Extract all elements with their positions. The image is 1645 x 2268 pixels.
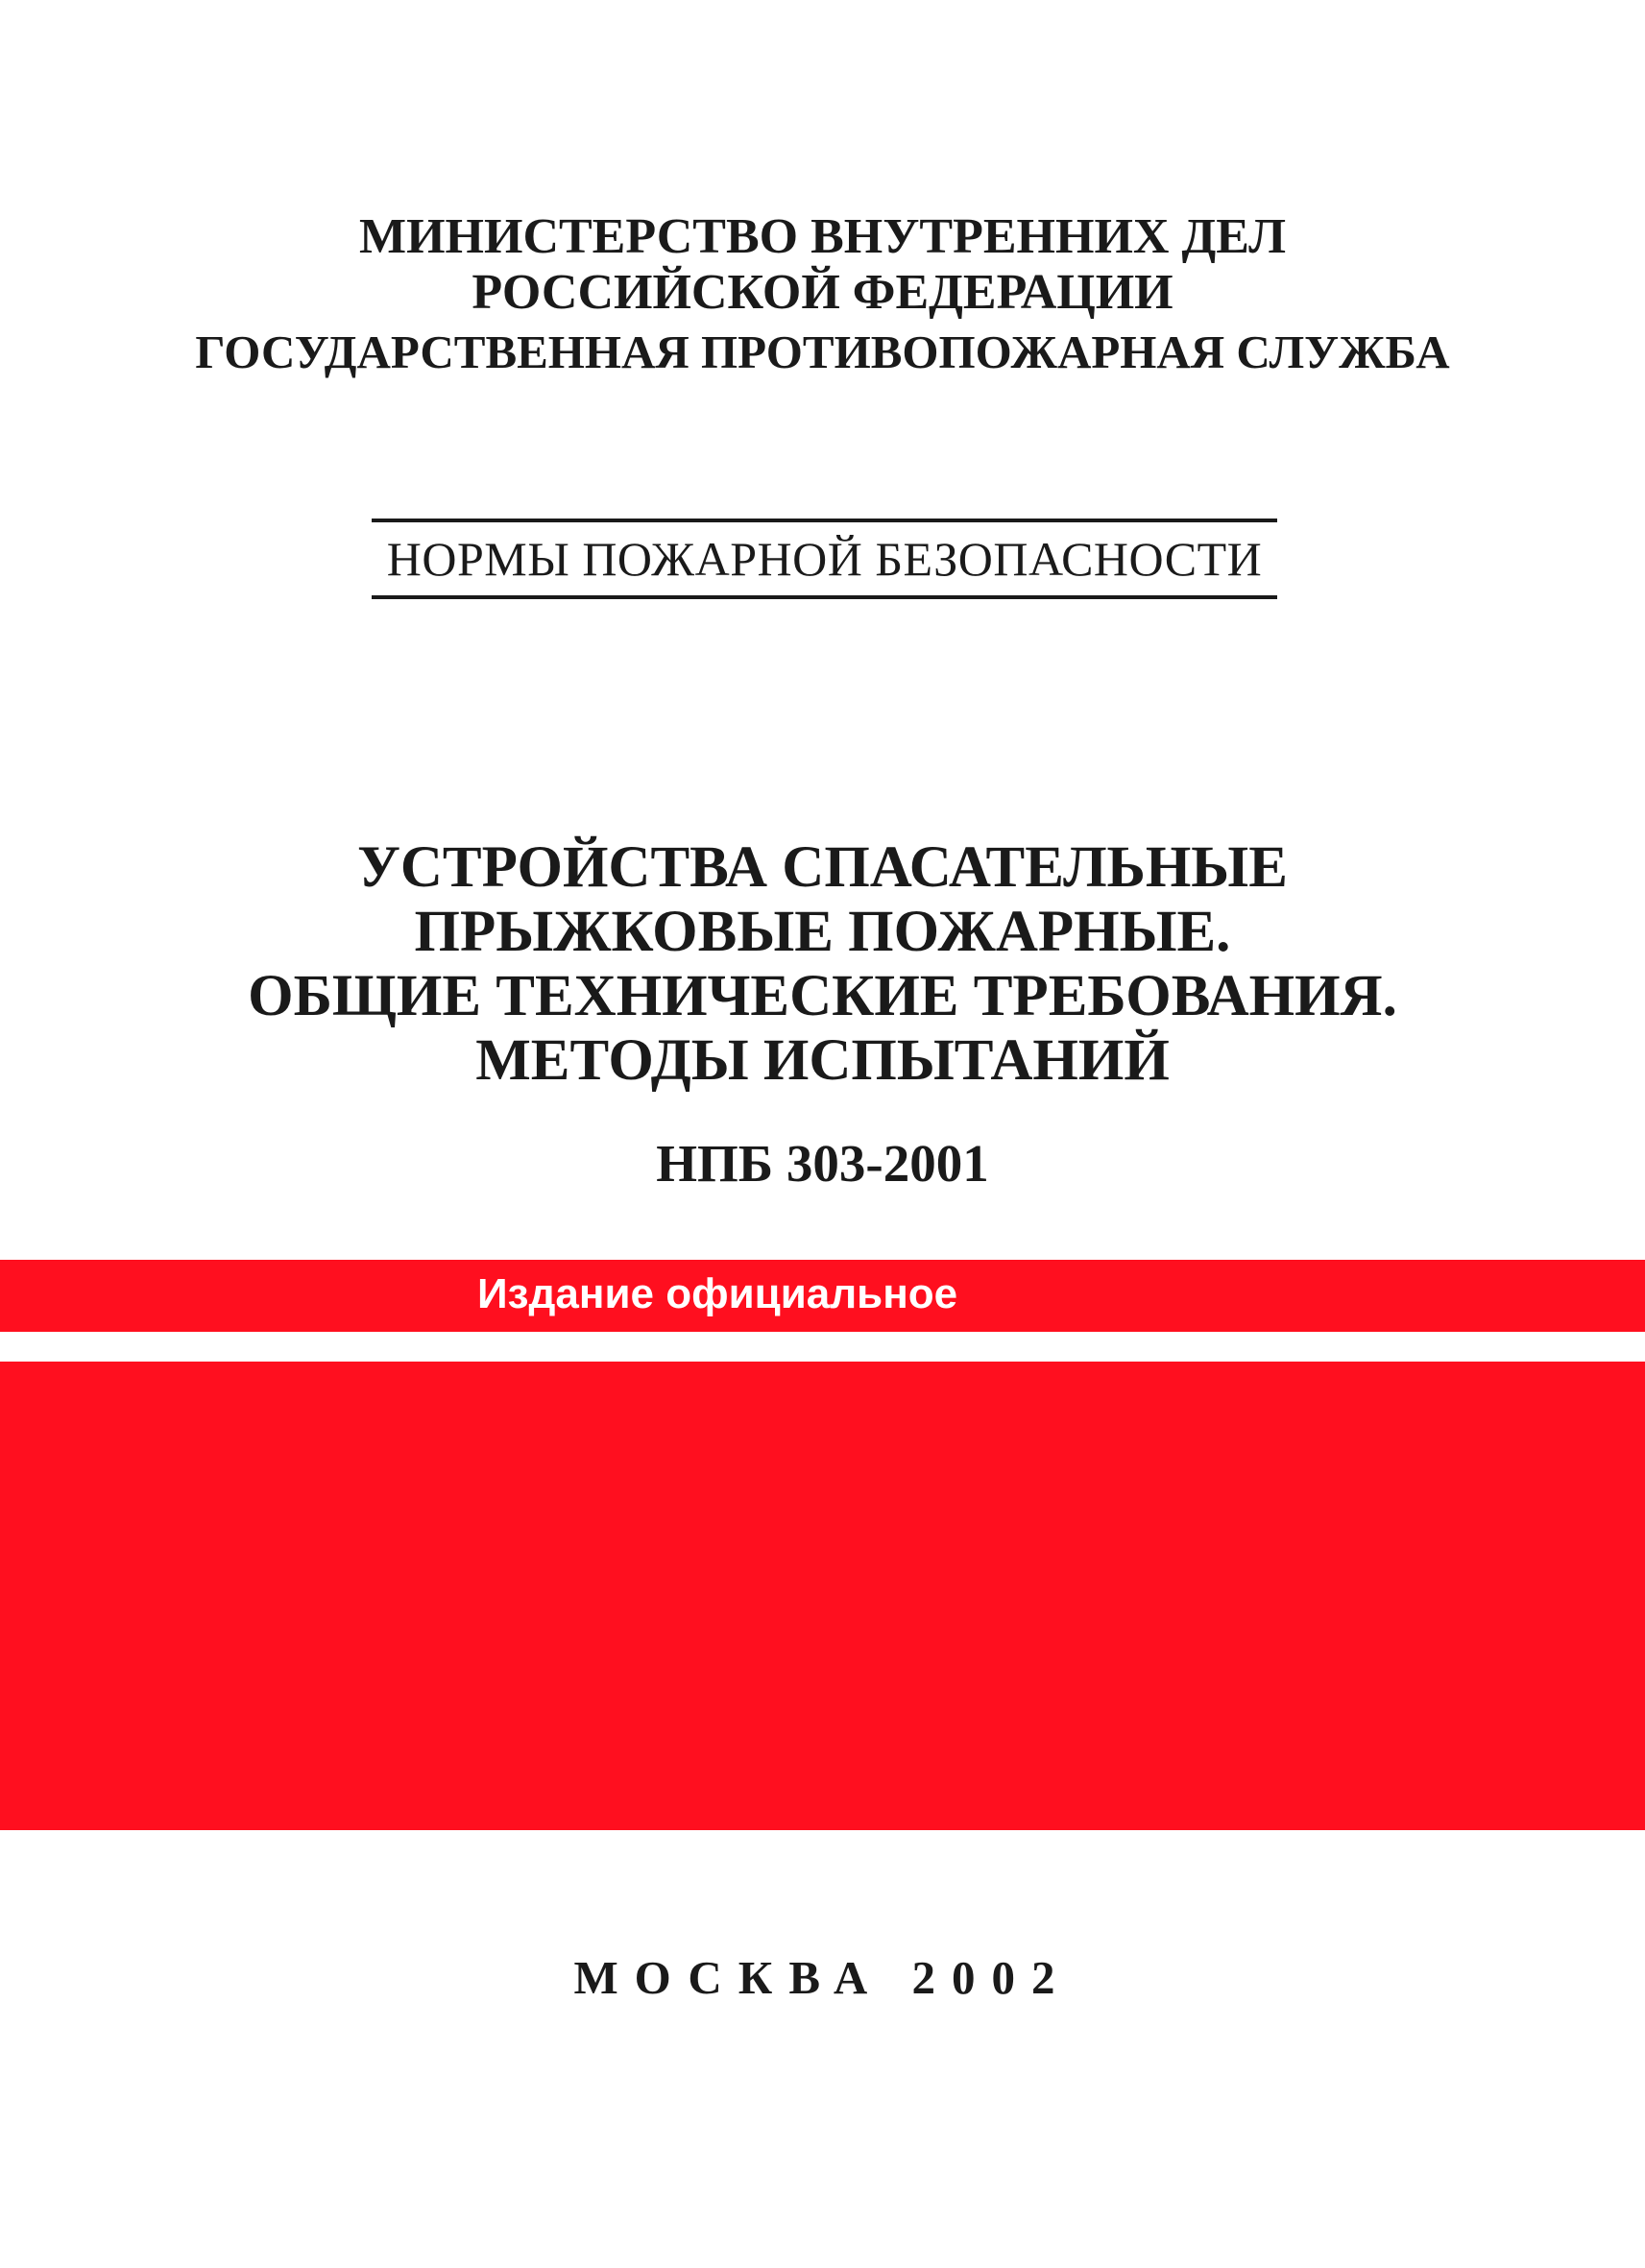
title-line-3: ОБЩИЕ ТЕХНИЧЕСКИЕ ТРЕБОВАНИЯ.	[248, 964, 1397, 1028]
ministry-heading	[0, 209, 1645, 321]
document-code: НПБ 303-2001	[656, 1134, 989, 1193]
title-line-4: МЕТОДЫ ИСПЫТАНИЙ	[475, 1028, 1170, 1093]
ministry-line-1: МИНИСТЕРСТВО ВНУТРЕННИХ ДЕЛ	[359, 209, 1286, 264]
ministry-line-2: РОССИЙСКОЙ ФЕДЕРАЦИИ	[472, 265, 1173, 320]
title-line-1: УСТРОЙСТВА СПАСАТЕЛЬНЫЕ	[357, 835, 1288, 900]
service-heading: ГОСУДАРСТВЕННАЯ ПРОТИВОПОЖАРНАЯ СЛУЖБА	[195, 326, 1450, 378]
series-block	[372, 519, 1277, 599]
title-line-2: ПРЫЖКОВЫЕ ПОЖАРНЫЕ.	[414, 900, 1231, 964]
red-block	[0, 1362, 1645, 1830]
document-title	[0, 835, 1645, 1093]
series-bottom-rule	[372, 595, 1277, 599]
city-year: МОСКВА 2002	[573, 1951, 1072, 2004]
series-top-rule	[372, 519, 1277, 522]
series-label: НОРМЫ ПОЖАРНОЙ БЕЗОПАСНОСТИ	[386, 532, 1263, 586]
edition-label: Издание официальное	[477, 1270, 958, 1317]
